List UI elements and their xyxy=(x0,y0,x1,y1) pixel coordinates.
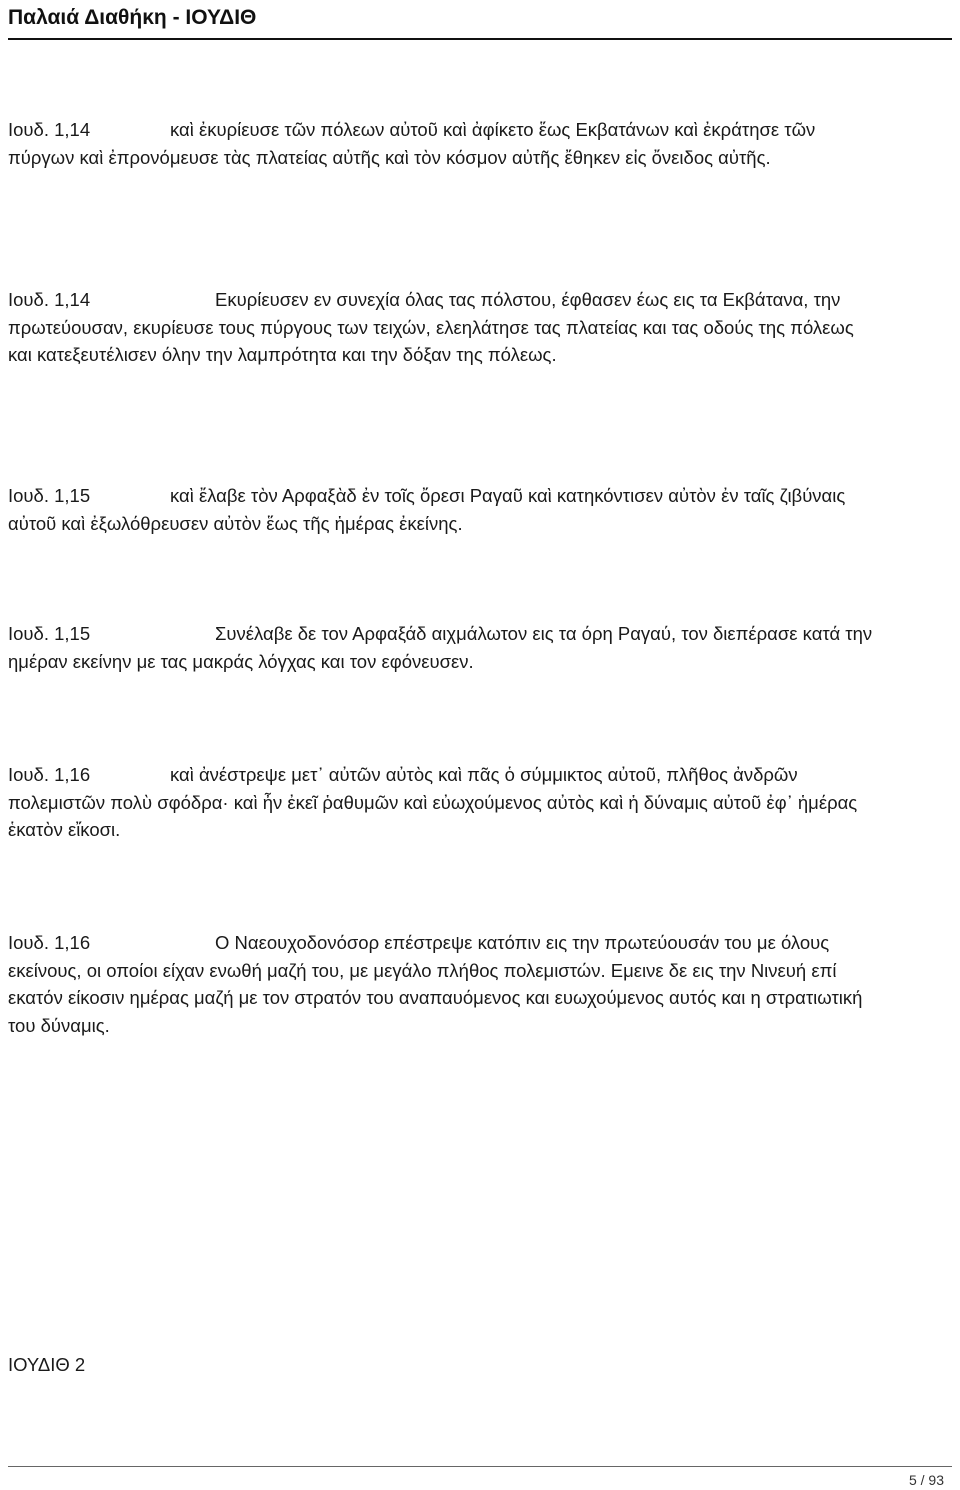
page-number: 5 / 93 xyxy=(908,1472,944,1488)
verse-reference: Ιουδ. 1,15 xyxy=(8,485,91,506)
verse-text: καὶ ἔλαβε τὸν Αρφαξὰδ ἐν τοῖς ὄρεσι Ραγαῦ καὶ κατηκόντισεν αὐτὸν ἐν ταῖς ζιβύναις αὐτοῦ καὶ ἐξωλόθρευσεν αὐτὸν ἕως τῆς ἡμέρας ἐκείνης. xyxy=(8,485,846,534)
footer-divider xyxy=(8,1466,952,1467)
verse-reference: Ιουδ. 1,16 xyxy=(8,932,91,953)
verse-block xyxy=(8,761,878,844)
verse-text: καὶ ἀνέστρεψε μετ᾿ αὐτῶν αὐτὸς καὶ πᾶς ὁ σύμμικτος αὐτοῦ, πλῆθος ἀνδρῶν πολεμιστῶν πολὺ σφόδρα· καὶ ἦν ἐκεῖ ῥαθυμῶν καὶ εὐωχούμενος αὐτὸς καὶ ἡ δύναμις αὐτοῦ ἐφ᾿ ἡμέρας ἑκατὸν εἴκοσι. xyxy=(8,764,858,840)
verse-block xyxy=(8,286,878,369)
verse-text: Ο Ναεουχοδονόσορ επέστρεψε κατόπιν εις την πρωτεύουσάν του με όλους εκείνους, οι οποίοι είχαν ενωθή μαζή του, με μεγάλο πλήθος πολεμιστών. Εμεινε δε εις την Νινευή επί εκατόν είκοσιν ημέρας μαζή με τον στρατόν του αναπαυόμενος και ευωχούμενος αυτός και η στρατιωτική του δύναμις. xyxy=(8,932,863,1036)
next-chapter-heading: ΙΟΥΔΙΘ 2 xyxy=(8,1354,86,1375)
header-divider xyxy=(8,38,952,40)
verse-block xyxy=(8,929,878,1039)
verse-reference: Ιουδ. 1,15 xyxy=(8,623,91,644)
verse-reference: Ιουδ. 1,14 xyxy=(8,289,91,310)
verse-text: Εκυρίευσεν εν συνεχία όλας τας πόλστου, έφθασεν έως εις τα Εκβάτανα, την πρωτεύουσαν, εκυρίευσε τους πύργους των τειχών, ελεηλάτησε τας πλατείας και τας οδούς της πόλεως και κατεξευτέλισεν όλην την λαμπρότητα και την δόξαν της πόλεως. xyxy=(8,289,854,365)
verse-block xyxy=(8,620,878,675)
verse-reference: Ιουδ. 1,16 xyxy=(8,764,91,785)
verse-reference: Ιουδ. 1,14 xyxy=(8,119,91,140)
document-title: Παλαιά Διαθήκη - ΙΟΥΔΙΘ xyxy=(8,6,257,29)
verse-block xyxy=(8,116,878,171)
verse-text: Συνέλαβε δε τον Αρφαξάδ αιχμάλωτον εις τα όρη Ραγαύ, τον διεπέρασε κατά την ημέραν εκείνην με τας μακράς λόγχας και τον εφόνευσεν. xyxy=(8,623,873,672)
verse-text: καὶ ἐκυρίευσε τῶν πόλεων αὐτοῦ καὶ ἀφίκετο ἕως Εκβατάνων καὶ ἐκράτησε τῶν πύργων καὶ ἐπρονόμευσε τὰς πλατείας αὐτῆς καὶ τὸν κόσμον αὐτῆς ἔθηκεν εἰς ὄνειδος αὐτῆς. xyxy=(8,119,816,168)
verse-block xyxy=(8,482,878,537)
page-header xyxy=(0,0,960,44)
